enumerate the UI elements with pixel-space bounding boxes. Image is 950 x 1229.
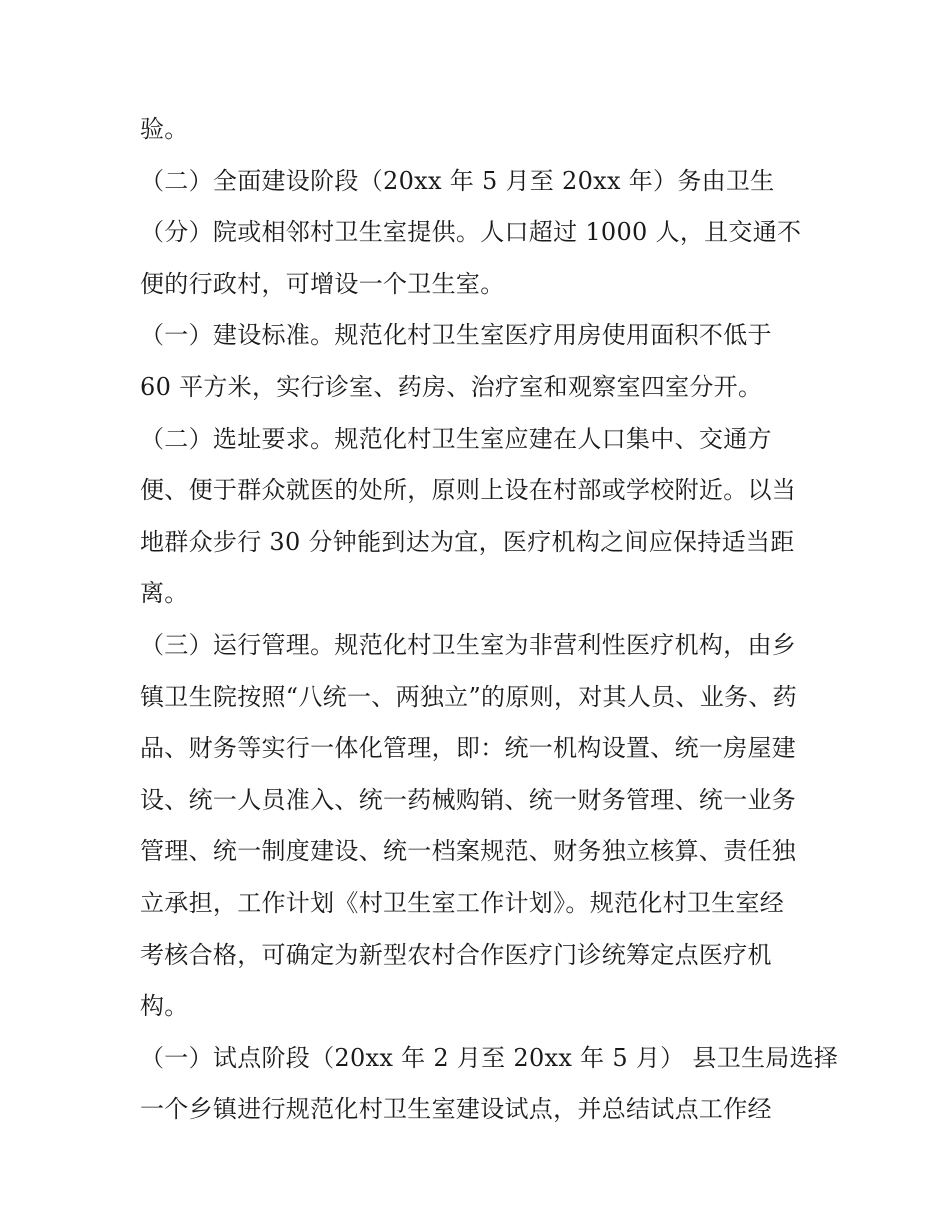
text-line: （二）选址要求。规范化村卫生室应建在人口集中、交通方 <box>140 424 772 453</box>
text-line: 品、财务等实行一体化管理，即：统一机构设置、统一房屋建 <box>140 734 797 763</box>
text-line: 验。 <box>140 115 189 143</box>
text-line: 地群众步行 30 分钟能到达为宜，医疗机构之间应保持适当距 <box>140 527 795 556</box>
text-line: 立承担，工作计划《村卫生室工作计划》。规范化村卫生室经 <box>140 888 785 917</box>
text-line: 管理、统一制度建设、统一档案规范、财务独立核算、责任独 <box>140 837 797 866</box>
text-line: 考核合格，可确定为新型农村合作医疗门诊统筹定点医疗机 <box>140 940 772 969</box>
text-line: （二）全面建设阶段（20xx 年 5 月至 20xx 年）务由卫生 <box>140 166 775 195</box>
text-line: （一）试点阶段（20xx 年 2 月至 20xx 年 5 月） 县卫生局选择 <box>140 1043 839 1072</box>
text-line: 镇卫生院按照“八统一、两独立”的原则，对其人员、业务、药 <box>140 682 797 711</box>
text-line: 离。 <box>140 579 189 608</box>
text-line: 便、便于群众就医的处所，原则上设在村部或学校附近。以当 <box>140 476 797 505</box>
text-line: （三）运行管理。规范化村卫生室为非营利性医疗机构，由乡 <box>140 630 797 659</box>
text-line: （分）院或相邻村卫生室提供。人口超过 1000 人，且交通不 <box>140 218 802 247</box>
text-line: 构。 <box>140 992 189 1021</box>
text-line: 60 平方米，实行诊室、药房、治疗室和观察室四室分开。 <box>140 372 763 401</box>
text-line: （一）建设标准。规范化村卫生室医疗用房使用面积不低于 <box>140 321 772 350</box>
text-line: 便的行政村，可增设一个卫生室。 <box>140 269 505 298</box>
document-body <box>140 104 839 1136</box>
text-line: 设、统一人员准入、统一药械购销、统一财务管理、统一业务 <box>140 785 797 814</box>
text-line: 一个乡镇进行规范化村卫生室建设试点，并总结试点工作经 <box>140 1095 772 1124</box>
